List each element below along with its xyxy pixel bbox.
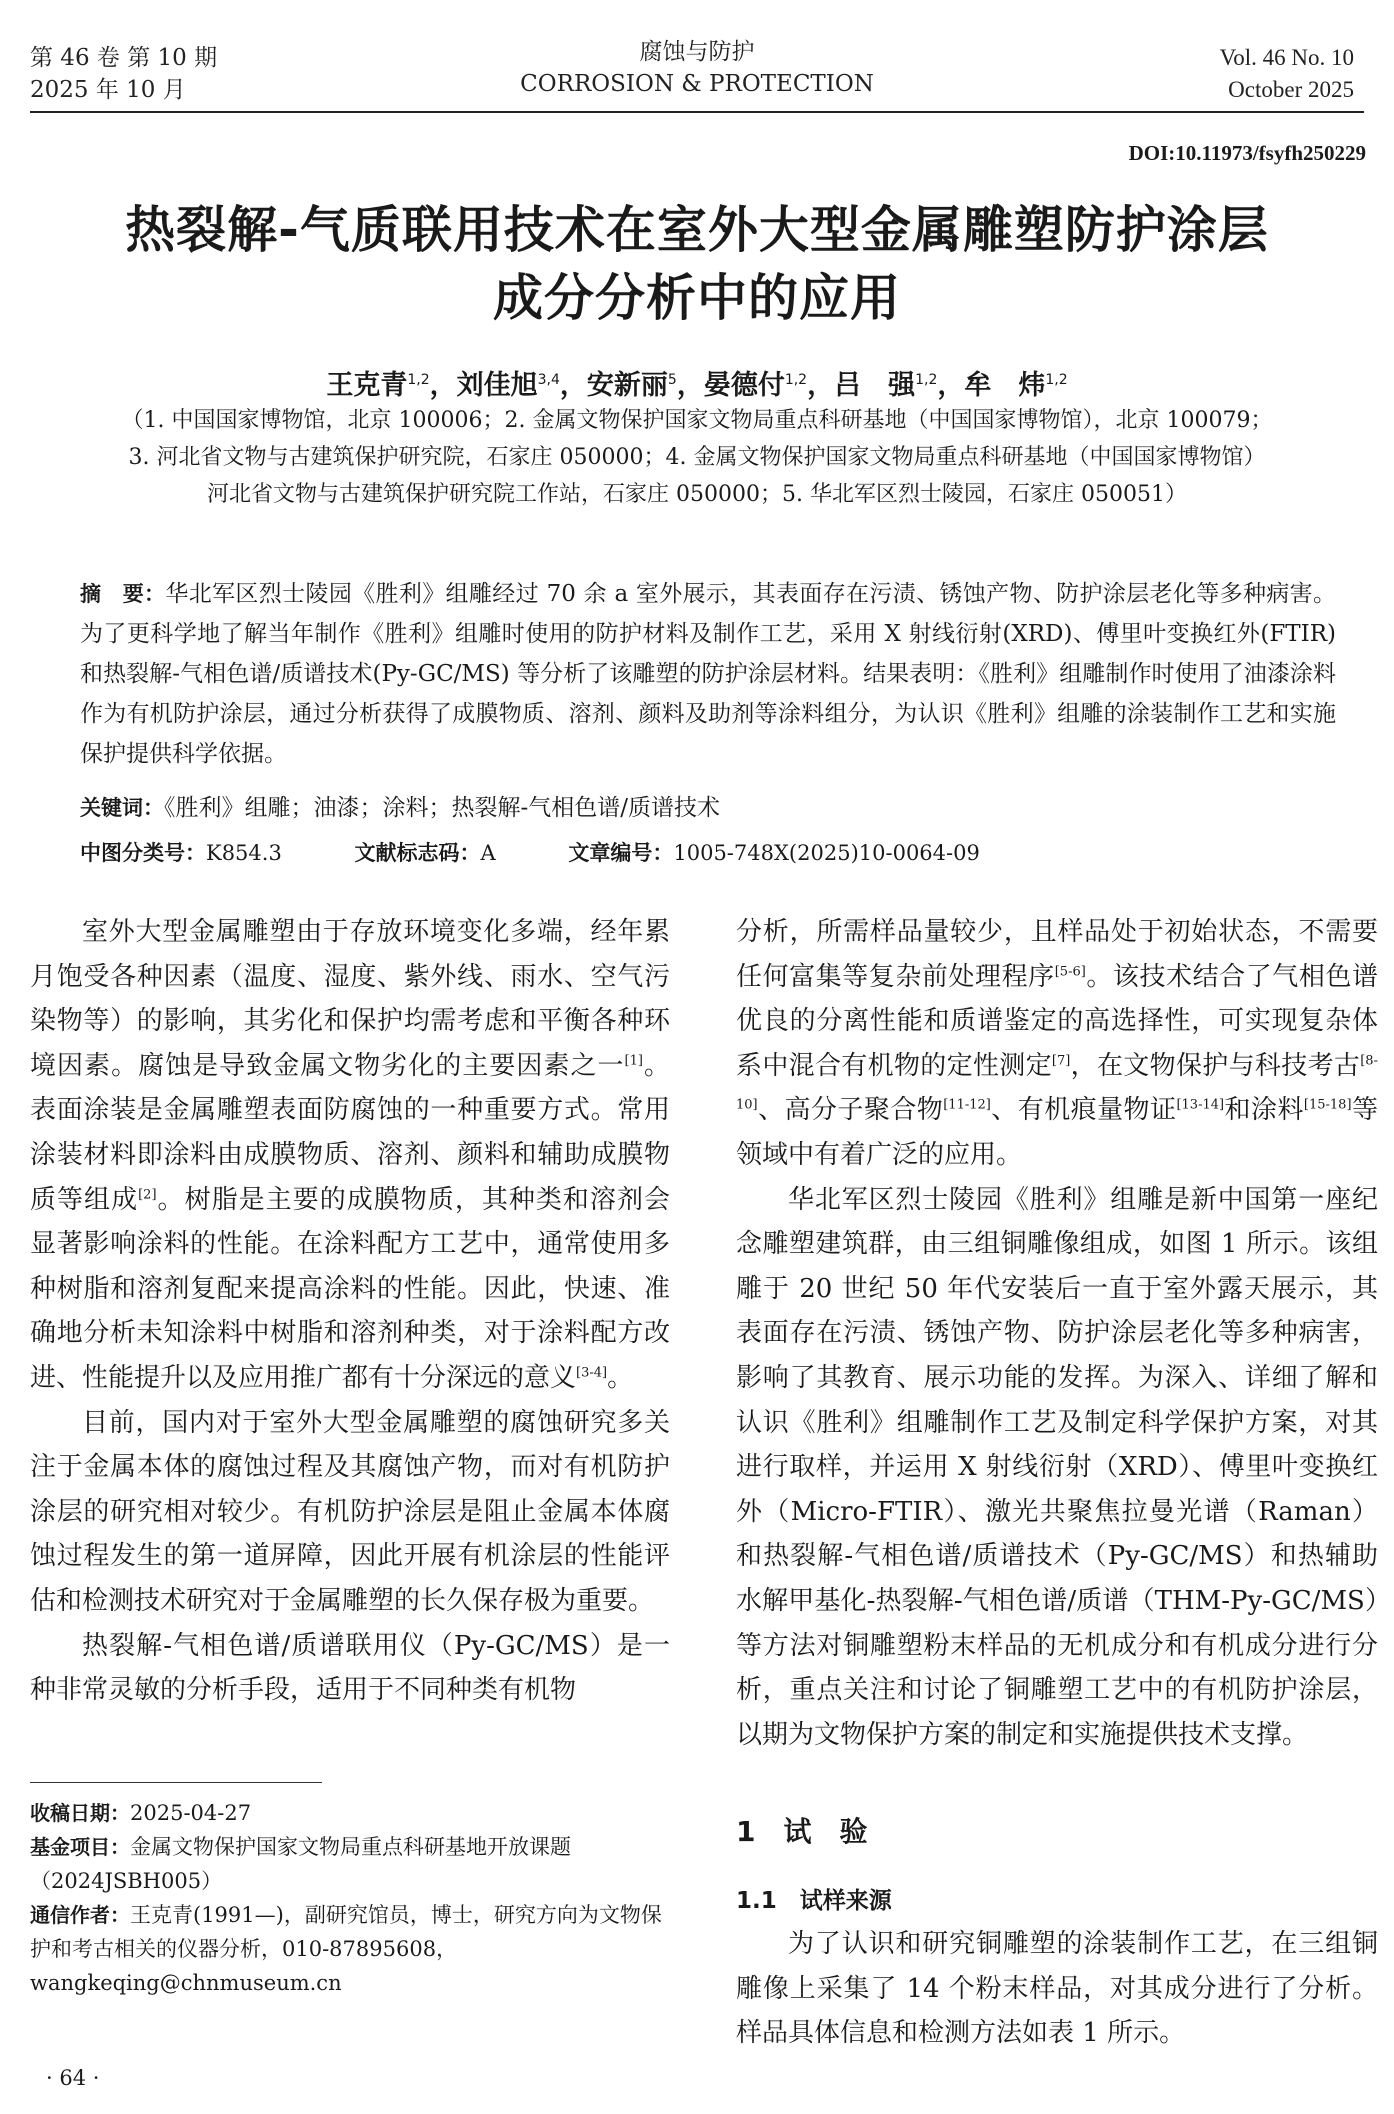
keywords-label: 关键词： <box>80 796 164 820</box>
author: 刘佳旭$^{3,4}$ <box>456 370 560 401</box>
citation[interactable]: [11-12] <box>943 1097 991 1113</box>
body-right-column <box>736 910 1378 1757</box>
footnote-divider <box>30 1782 322 1783</box>
author: 吕 强$^{1,2}$ <box>834 370 938 401</box>
fund-info: 基金项目：金属文物保护国家文物局重点科研基地开放课题（2024JSBH005） <box>30 1835 571 1893</box>
journal-issue-info <box>30 42 290 106</box>
body-paragraph: 热裂解-气相色谱/质谱联用仪（Py-GC/MS）是一种非常灵敏的分析手段，适用于不同种类有机物 <box>30 1630 670 1706</box>
affiliation-line-3: 河北省文物与古建筑保护研究院工作站，石家庄 050000；5. 华北军区烈士陵园，石家庄 050051） <box>207 482 1187 507</box>
abstract-text: 华北军区烈士陵园《胜利》组雕经过 70 余 a 室外展示，其表面存在污渍、锈蚀产物、防护涂层老化等多种病害。为了更科学地了解当年制作《胜利》组雕时使用的防护材料及制作工艺，采用 X 射线衍射(XRD)、傅里叶变换红外(FTIR)和热裂解-气相色谱/质谱技术(Py-GC/MS) 等分析了该雕塑的防护涂层材料。结果表明：《胜利》组雕制作时使用了油漆涂料作为有机防护涂层，通过分析获得了成膜物质、溶剂、颜料及助剂等涂料组分，为认识《胜利》组雕的涂装制作工艺和实施保护提供科学依据。 <box>80 581 1336 767</box>
received-date: 收稿日期：2025-04-27 <box>30 1801 252 1825</box>
article-number-value: 1005-748X(2025)10-0064-09 <box>673 841 980 865</box>
citation[interactable]: [3-4] <box>576 1365 608 1381</box>
article-title <box>40 196 1354 332</box>
author: 牟 炜$^{1,2}$ <box>964 370 1068 401</box>
doc-code-label: 文献标志码： <box>354 841 481 865</box>
citation[interactable]: [2] <box>138 1186 157 1202</box>
affiliation-line-2: 3. 河北省文物与古建筑保护研究院，石家庄 050000；4. 金属文物保护国家文物局重点科研基地（中国国家博物馆） <box>128 445 1266 470</box>
body-paragraph: 室外大型金属雕塑由于存放环境变化多端，经年累月饱受各种因素（温度、湿度、紫外线、雨水、空气污染物等）的影响，其劣化和保护均需考虑和平衡各种环境因素。腐蚀是导致金属文物劣化的主要因素之一[1]。表面涂装是金属雕塑表面防腐蚀的一种重要方式。常用涂装材料即涂料由成膜物质、溶剂、颜料和辅助成膜物质等组成[2]。树脂是主要的成膜物质，其种类和溶剂会显著影响涂料的性能。在涂料配方工艺中，通常使用多种树脂和溶剂复配来提高涂料的性能。因此，快速、准确地分析未知涂料中树脂和溶剂种类，对于涂料配方改进、性能提升以及应用推广都有十分深远的意义[3-4]。 <box>30 917 670 1393</box>
doi[interactable]: DOI:10.11973/fsyfh250229 <box>1128 141 1366 165</box>
journal-volume-en: Vol. 46 No. 10 <box>1219 45 1354 70</box>
citation[interactable]: [15-18] <box>1303 1097 1352 1113</box>
citation[interactable]: [5-6] <box>1054 963 1086 979</box>
journal-name-en: CORROSION & PROTECTION <box>520 71 874 97</box>
header-divider <box>30 111 1364 113</box>
journal-volume: 第 46 卷 第 10 期 <box>30 45 218 71</box>
clc-value: K854.3 <box>206 841 282 865</box>
subsection-heading: 1.1 试样来源 <box>736 1888 892 1914</box>
citation[interactable]: [7] <box>1051 1053 1071 1069</box>
footnote <box>30 1796 680 2000</box>
corresponding-author: 通信作者：王克青(1991—)，副研究馆员，博士，研究方向为文物保护和考古相关的仪器分析，010-87895608，wangkeqing@chnmuseum.cn <box>30 1903 662 1995</box>
body-paragraph: 目前，国内对于室外大型金属雕塑的腐蚀研究多关注于金属本体的腐蚀过程及其腐蚀产物，而对有机防护涂层的研究相对较少。有机防护涂层是阻止金属本体腐蚀过程发生的第一道屏障，因此开展有机涂层的性能评估和检测技术研究对于金属雕塑的长久保存极为重要。 <box>30 1407 670 1616</box>
title-line-2: 成分分析中的应用 <box>493 269 901 327</box>
affiliation-line-1: （1. 中国国家博物馆，北京 100006；2. 金属文物保护国家文物局重点科研基地（中国国家博物馆），北京 100079； <box>121 408 1273 433</box>
author: 晏德付$^{1,2}$ <box>703 370 808 401</box>
journal-date-en: October 2025 <box>1228 77 1354 102</box>
body-left-column <box>30 910 670 1713</box>
doc-code-value: A <box>480 841 496 865</box>
author: 安新丽$^5$ <box>586 370 677 401</box>
author: 王克青$^{1,2}$ <box>326 370 430 401</box>
journal-date: 2025 年 10 月 <box>30 77 186 103</box>
article-number-label: 文章编号： <box>568 841 674 865</box>
journal-name <box>500 36 894 100</box>
classification-info <box>80 837 1336 869</box>
clc-label: 中图分类号： <box>80 841 206 865</box>
journal-name-cn: 腐蚀与防护 <box>639 39 755 65</box>
body-paragraph: 为了认识和研究铜雕塑的涂装制作工艺，在三组铜雕像上采集了 14 个粉末样品，对其成分进行了分析。样品具体信息和检测方法如表 1 所示。 <box>736 1929 1378 2049</box>
keywords <box>80 790 1336 826</box>
journal-issue-info-en <box>1054 42 1354 106</box>
citation[interactable]: [13-14] <box>1176 1097 1225 1113</box>
citation[interactable]: [8-10] <box>736 1053 1378 1113</box>
abstract <box>80 574 1336 774</box>
title-line-1: 热裂解-气质联用技术在室外大型金属雕塑防护涂层 <box>125 201 1269 259</box>
page-number: · 64 · <box>46 2066 100 2090</box>
body-paragraph: 分析，所需样品量较少，且样品处于初始状态，不需要任何富集等复杂前处理程序[5-6]。该技术结合了气相色谱优良的分离性能和质谱鉴定的高选择性，可实现复杂体系中混合有机物的定性测定[7]，在文物保护与科技考古[8-10]、高分子聚合物[11-12]、有机痕量物证[13-14]和涂料[15-18]等领域中有着广泛的应用。 <box>736 917 1378 1170</box>
author-list: 王克青$^{1,2}$，刘佳旭$^{3,4}$，安新丽$^5$，晏德付$^{1,2}$，吕 强$^{1,2}$，牟 炜$^{1,2}$ <box>326 370 1068 401</box>
body-paragraph: 华北军区烈士陵园《胜利》组雕是新中国第一座纪念雕塑建筑群，由三组铜雕像组成，如图 1 所示。该组雕于 20 世纪 50 年代安装后一直于室外露天展示，其表面存在污渍、锈蚀产物、防护涂层老化等多种病害，影响了其教育、展示功能的发挥。为深入、详细了解和认识《胜利》组雕制作工艺及制定科学保护方案，对其进行取样，并运用 X 射线衍射（XRD）、傅里叶变换红外（Micro-FTIR）、激光共聚焦拉曼光谱（Raman）和热裂解-气相色谱/质谱技术（Py-GC/MS）和热辅助水解甲基化-热裂解-气相色谱/质谱（THM-Py-GC/MS）等方法对铜雕塑粉末样品的无机成分和有机成分进行分析，重点关注和讨论了铜雕塑工艺中的有机防护涂层，以期为文物保护方案的制定和实施提供技术支撑。 <box>736 1184 1378 1750</box>
section-heading: 1 试 验 <box>736 1815 868 1848</box>
citation[interactable]: [1] <box>624 1053 643 1069</box>
body-right-column-lower <box>736 1922 1378 2056</box>
keywords-text: 《胜利》组雕；油漆；涂料；热裂解-气相色谱/质谱技术 <box>164 795 721 821</box>
abstract-label: 摘 要： <box>80 582 166 606</box>
